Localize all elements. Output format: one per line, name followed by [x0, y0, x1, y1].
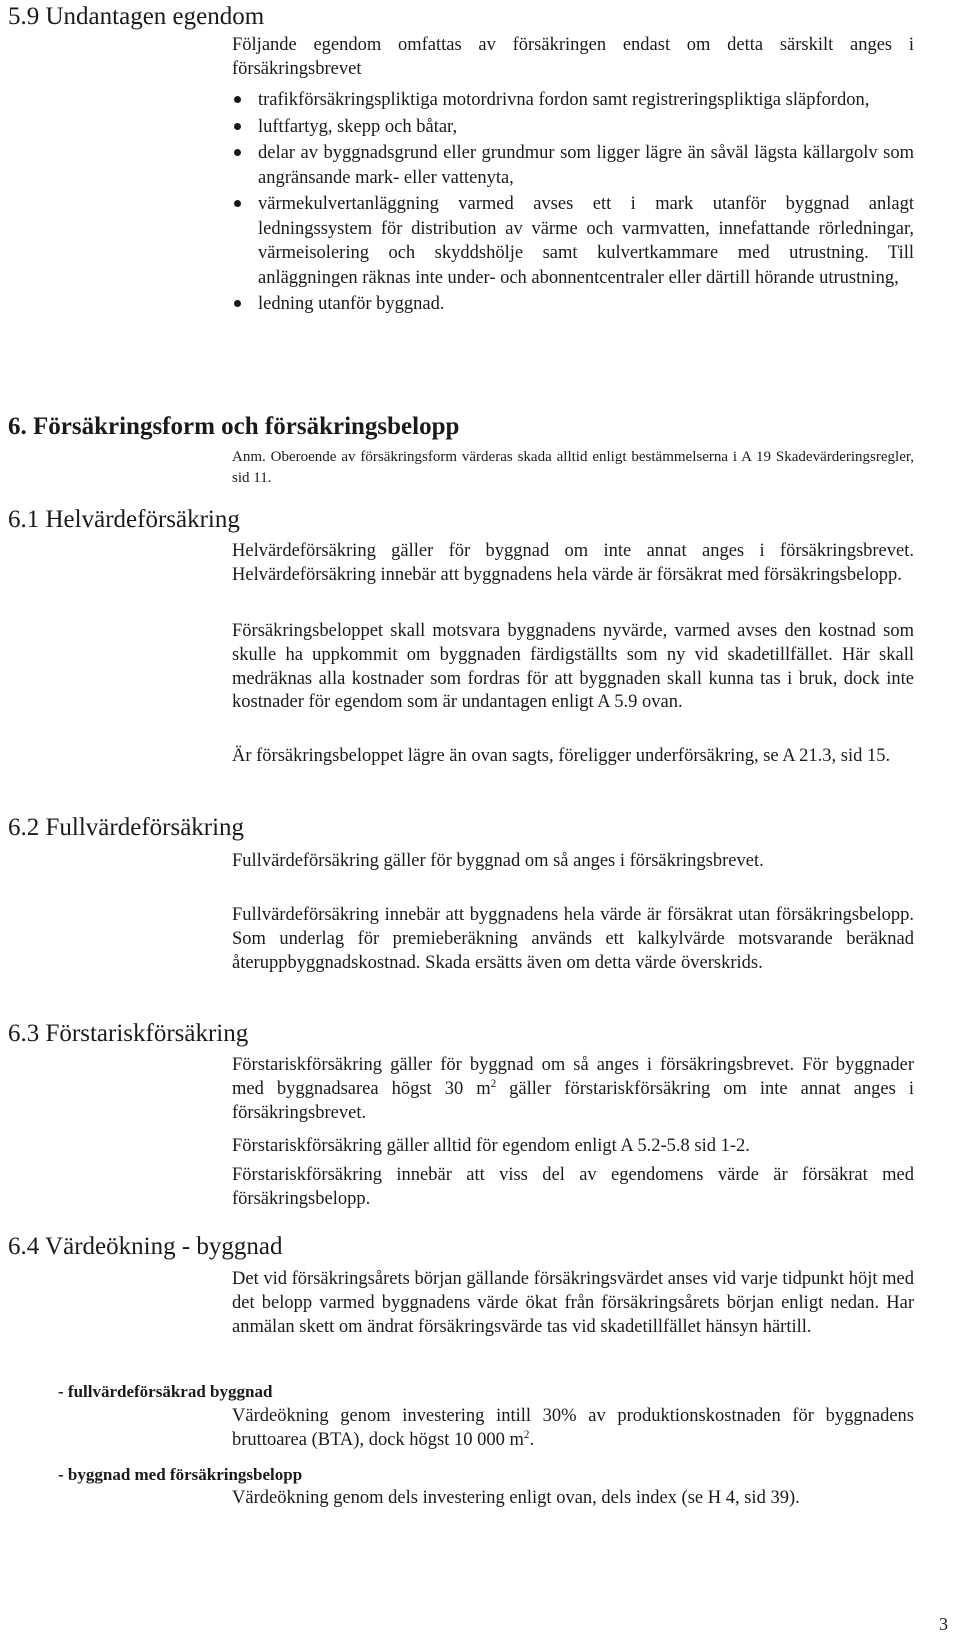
sub-heading-fullvarde: - fullvärdeförsäkrad byggnad: [58, 1382, 273, 1401]
sub-paragraph-fullvarde: Värdeökning genom investering intill 30% av produktionskostnaden för byggnadens bruttoarea (BTA), dock högst 10 000 $m^2$.: [232, 1406, 914, 1450]
list-item: delar av byggnadsgrund eller grundmur som ligger lägre än såväl lägsta källargolv som angränsande mark- eller vattenyta,: [232, 141, 914, 190]
section-5-9-intro: Följande egendom omfattas av försäkringen endast om detta särskilt anges i försäkringsbrevet: [232, 35, 914, 79]
list-item: värmekulvertanläggning varmed avses ett i mark utanför byggnad anlagt ledningssystem för distribution av värme och varmvatten, innefattande rörledningar, värmeisolering och skyddshölje samt kulvertkammare med utrustning. Till anläggningen räknas inte under- och abonnentcentraler eller därtill hörande utrustning,: [232, 192, 914, 290]
section-6-note: Anm. Oberoende av försäkringsform värderas skada alltid enligt bestämmelserna i A 19 Skadevärderingsregler, sid 11.: [232, 449, 914, 486]
excluded-property-list: [232, 88, 914, 317]
section-6-1-paragraph: Är försäkringsbeloppet lägre än ovan sagts, föreligger underförsäkring, se A 21.3, sid 15.: [232, 746, 891, 766]
section-6-heading: 6. Försäkringsform och försäkringsbelopp: [8, 413, 460, 440]
sub-paragraph-forsakringsbelopp: Värdeökning genom dels investering enligt ovan, dels index (se H 4, sid 39).: [232, 1488, 800, 1508]
section-5-9-heading: 5.9 Undantagen egendom: [8, 3, 265, 30]
section-6-1-paragraph: Försäkringsbeloppet skall motsvara byggnadens nyvärde, varmed avses den kostnad som skulle ha uppkommit om byggnaden färdigställts som ny vid skadetillfället. Här skall medräknas alla kostnader som fordras för att byggnaden skall kunna tas i bruk, dock inte kostnader för egendom som är undantagen enligt A 5.9 ovan.: [232, 621, 914, 713]
section-6-2-paragraph: Fullvärdeförsäkring gäller för byggnad om så anges i försäkringsbrevet.: [232, 851, 764, 871]
section-6-3-paragraph: Förstariskförsäkring gäller för byggnad om så anges i försäkringsbrevet. För byggnader med byggnadsarea högst 30 $m^2$ gäller förstariskförsäkring om inte annat anges i försäkringsbrevet.: [232, 1055, 914, 1123]
section-6-2-heading: 6.2 Fullvärdeförsäkring: [8, 814, 245, 841]
section-6-4-heading: 6.4 Värdeökning - byggnad: [8, 1233, 283, 1260]
section-6-3-paragraph: Förstariskförsäkring gäller alltid för egendom enligt A 5.2-5.8 sid 1-2.: [232, 1136, 750, 1156]
section-6-3-paragraph: Förstariskförsäkring innebär att viss del av egendomens värde är försäkrat med försäkringsbelopp.: [232, 1165, 914, 1209]
list-item: luftfartyg, skepp och båtar,: [232, 115, 914, 140]
sub-heading-forsakringsbelopp: - byggnad med försäkringsbelopp: [58, 1465, 303, 1484]
list-item: trafikförsäkringspliktiga motordrivna fordon samt registreringspliktiga släpfordon,: [232, 88, 914, 113]
page-number: 3: [939, 1614, 948, 1634]
section-6-3-heading: 6.3 Förstariskförsäkring: [8, 1020, 249, 1047]
section-6-1-heading: 6.1 Helvärdeförsäkring: [8, 506, 240, 533]
section-6-1-paragraph: Helvärdeförsäkring gäller för byggnad om inte annat anges i försäkringsbrevet. Helvärdeförsäkring innebär att byggnadens hela värde är försäkrat med försäkringsbelopp.: [232, 541, 914, 585]
section-6-2-paragraph: Fullvärdeförsäkring innebär att byggnadens hela värde är försäkrat utan försäkringsbelopp. Som underlag för premieberäkning används ett kalkylvärde motsvarande beräknad återuppbyggnadskostnad. Skada ersätts även om detta värde överskrids.: [232, 905, 914, 973]
list-item: ledning utanför byggnad.: [232, 292, 914, 317]
section-6-4-intro: Det vid försäkringsårets början gällande försäkringsvärdet anses vid varje tidpunkt höjt med det belopp varmed byggnadens värde ökat från försäkringsårets början enligt nedan. Har anmälan skett om ändrat försäkringsvärde tas vid skadetillfället hänsyn härtill.: [232, 1269, 914, 1337]
